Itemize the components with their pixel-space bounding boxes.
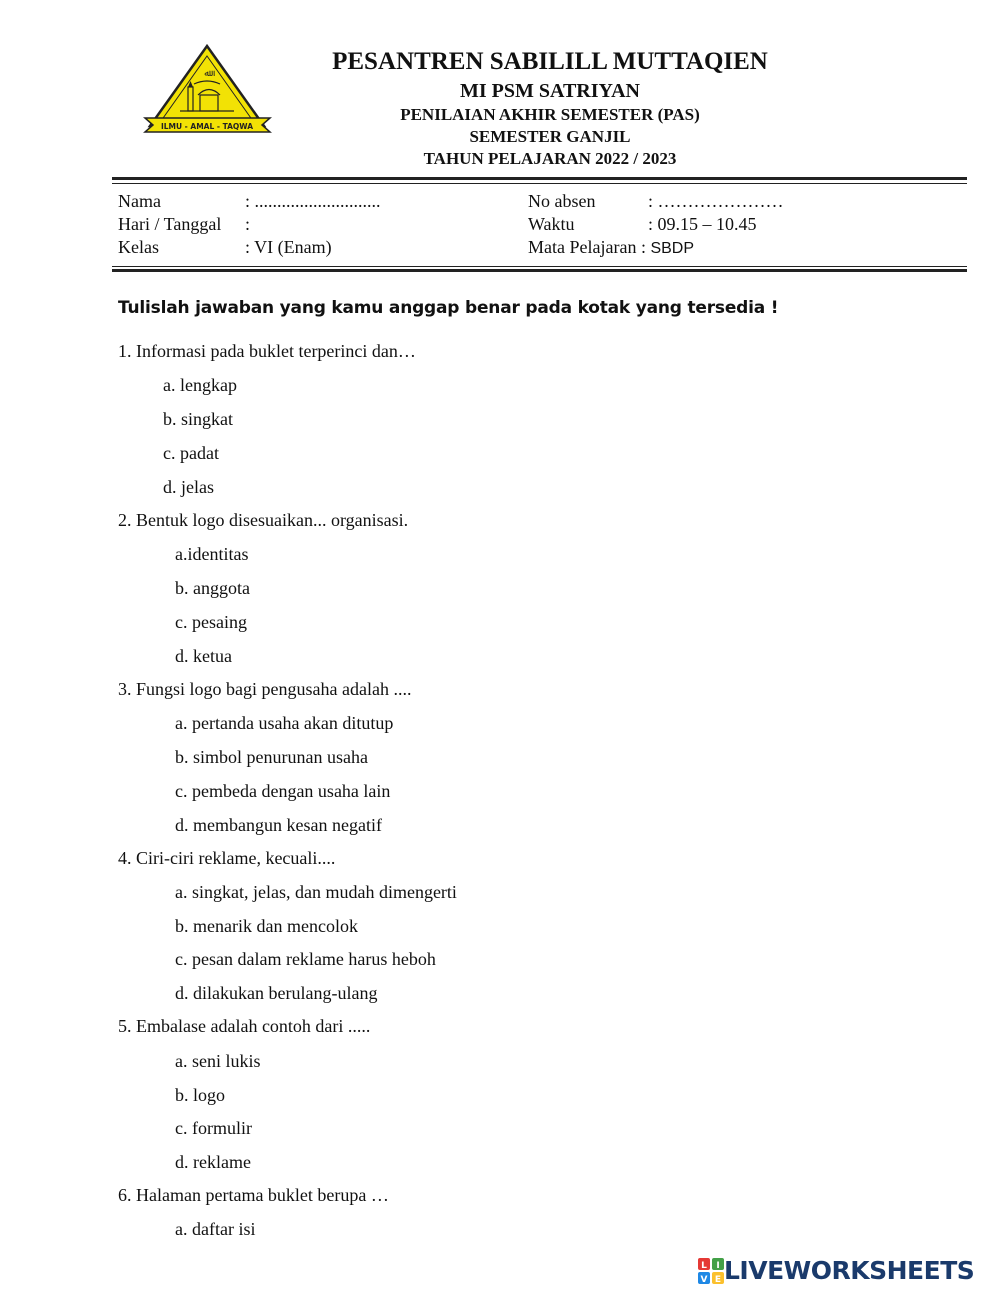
option-b[interactable]: b. menarik dan mencolok <box>175 916 358 936</box>
option-d[interactable]: d. dilakukan berulang-ulang <box>175 983 378 1003</box>
header-divider-thin <box>112 183 967 184</box>
absen-field[interactable]: : ………………… <box>648 191 784 211</box>
academic-year: TAHUN PELAJARAN 2022 / 2023 <box>423 149 677 168</box>
option-c[interactable]: c. pesaing <box>175 612 247 632</box>
document-header <box>300 46 800 170</box>
school-name: PESANTREN SABILILL MUTTAQIEN <box>332 48 768 75</box>
liveworksheets-brand <box>698 1256 974 1285</box>
option-c[interactable]: c. padat <box>163 443 219 463</box>
instruction-text: Tulislah jawaban yang kamu anggap benar pada kotak yang tersedia ! <box>118 298 779 318</box>
option-a[interactable]: a. lengkap <box>163 375 237 395</box>
option-d[interactable]: d. reklame <box>175 1152 251 1172</box>
mapel-label: Mata Pelajaran : <box>528 237 651 257</box>
mapel-value: SBDP <box>650 240 695 257</box>
school-logo <box>140 42 275 142</box>
mapel-field <box>528 236 694 260</box>
student-info <box>118 190 958 259</box>
waktu-label: Waktu <box>528 214 575 234</box>
brand-name: LIVEWORKSHEETS <box>724 1256 975 1285</box>
liveworksheets-badge-icon <box>698 1258 724 1284</box>
question-text: 2. Bentuk logo disesuaikan... organisasi. <box>118 510 409 530</box>
question-text: 5. Embalase adalah contoh dari ..... <box>118 1016 371 1036</box>
logo-ribbon-text: ILMU - AMAL - TAQWA <box>160 122 254 131</box>
option-d[interactable]: d. jelas <box>163 477 214 497</box>
info-divider-thin <box>112 266 967 267</box>
option-d[interactable]: d. membangun kesan negatif <box>175 815 382 835</box>
svg-text:L: L <box>701 1260 707 1271</box>
question-text: 3. Fungsi logo bagi pengusaha adalah .... <box>118 679 412 699</box>
option-a[interactable]: a.identitas <box>175 544 249 564</box>
madrasah-name: MI PSM SATRIYAN <box>459 80 641 102</box>
option-c[interactable]: c. formulir <box>175 1118 252 1138</box>
option-c[interactable]: c. pembeda dengan usaha lain <box>175 781 391 801</box>
svg-text:ﷲ: ﷲ <box>204 69 210 79</box>
option-a[interactable]: a. seni lukis <box>175 1051 261 1071</box>
absen-label: No absen <box>528 191 596 211</box>
option-c[interactable]: c. pesan dalam reklame harus heboh <box>175 949 436 969</box>
option-a[interactable]: a. singkat, jelas, dan mudah dimengerti <box>175 882 457 902</box>
option-b[interactable]: b. anggota <box>175 578 250 598</box>
nama-field[interactable]: : ............................ <box>245 191 381 211</box>
semester-title: SEMESTER GANJIL <box>469 127 631 146</box>
svg-text:V: V <box>700 1274 708 1284</box>
info-row-kelas <box>118 236 958 259</box>
exam-title: PENILAIAN AKHIR SEMESTER (PAS) <box>400 105 700 124</box>
option-b[interactable]: b. logo <box>175 1085 226 1105</box>
header-divider-thick <box>112 177 967 180</box>
option-b[interactable]: b. simbol penurunan usaha <box>175 747 368 767</box>
info-divider-thick <box>112 269 967 272</box>
hari-label: Hari / Tanggal <box>118 214 222 234</box>
nama-label: Nama <box>118 191 161 211</box>
option-a[interactable]: a. pertanda usaha akan ditutup <box>175 713 394 733</box>
kelas-label: Kelas <box>118 237 159 257</box>
kelas-value: : VI (Enam) <box>245 237 332 257</box>
question-text: 1. Informasi pada buklet terperinci dan… <box>118 341 416 361</box>
question-text: 4. Ciri-ciri reklame, kecuali.... <box>118 848 336 868</box>
info-row-nama <box>118 190 958 213</box>
question-text: 6. Halaman pertama buklet berupa … <box>118 1185 389 1205</box>
waktu-value: : 09.15 – 10.45 <box>648 214 757 234</box>
option-a[interactable]: a. daftar isi <box>175 1219 256 1239</box>
info-row-hari <box>118 213 958 236</box>
hari-field[interactable]: : <box>245 214 251 234</box>
option-d[interactable]: d. ketua <box>175 646 232 666</box>
svg-text:I: I <box>716 1260 720 1271</box>
option-b[interactable]: b. singkat <box>163 409 233 429</box>
svg-text:E: E <box>714 1274 722 1284</box>
